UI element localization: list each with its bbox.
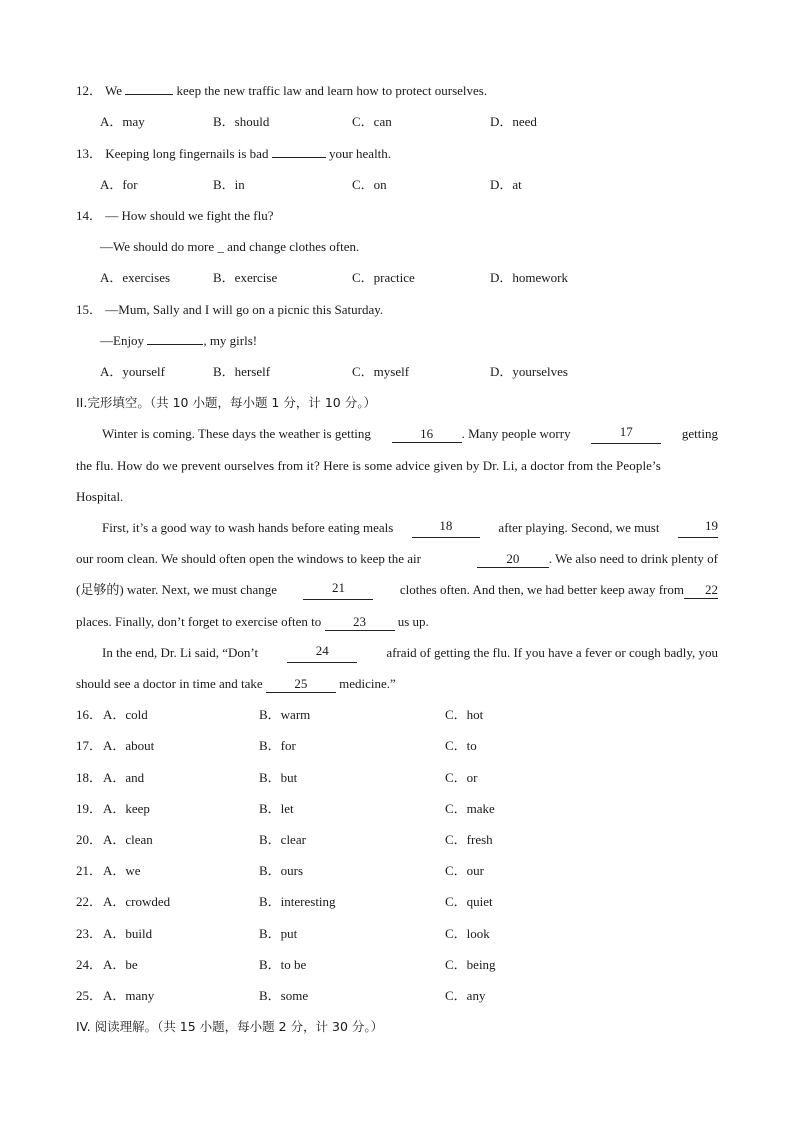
answer-blank: _ [217,239,224,254]
passage-text: after playing. Second, we must [498,520,660,535]
option-b: B．herself [213,364,271,379]
choice-number: 22． [76,894,103,909]
question-12-options [76,112,718,132]
blank-17: 17 [591,424,661,444]
passage-text: . We also need to drink plenty of [548,551,718,566]
passage-text: clothes often. And then, we had better keep away from [399,582,684,597]
question-text-post: your health. [328,146,392,161]
blank-22: 22 [684,582,718,599]
choice-row [76,861,718,881]
option-a: A．be [103,957,138,972]
question-number: 12． [76,83,103,98]
option-a: A．build [103,926,153,941]
question-14-options [76,268,718,288]
choice-number: 17． [76,738,103,753]
passage-text: Winter is coming. These days the weather is getting [102,426,371,441]
question-dialog-line-1: —Mum, Sally and I will go on a picnic this Saturday. [105,302,384,317]
option-c: C．any [445,988,486,1003]
blank-21: 21 [303,580,373,600]
passage-line [76,580,718,600]
option-a: A．clean [103,832,153,847]
option-c: C．make [445,801,495,816]
option-b: B．but [259,770,298,785]
choice-row [76,736,718,756]
option-c: C．on [352,177,387,192]
passage-text: getting [681,426,718,441]
choice-row [76,830,718,850]
passage-text: medicine.” [339,676,396,691]
option-a: A．and [103,770,145,785]
choice-row [76,955,718,975]
choice-number: 24． [76,957,103,972]
blank-19: 19 [678,518,718,538]
passage-line [76,487,718,507]
section-heading-cloze: II.完形填空。（共 10 小题，每小题 1 分，计 10 分。） [76,395,376,410]
passage-line [102,424,718,444]
option-b: B．let [259,801,294,816]
passage-line [76,456,718,476]
question-number: 15． [76,302,103,317]
answer-blank [272,157,326,158]
option-d: D．yourselves [490,364,568,379]
option-a: A．keep [103,801,150,816]
option-c: C．hot [445,707,484,722]
choice-row [76,799,718,819]
blank-24: 24 [287,643,357,663]
choice-number: 19． [76,801,103,816]
choice-row [76,986,718,1006]
choice-number: 18． [76,770,103,785]
blank-20: 20 [477,551,549,568]
option-d: D．at [490,177,522,192]
option-b: B．exercise [213,270,278,285]
passage-text: (足够的) water. Next, we must change [76,582,278,597]
passage-text: the flu. How do we prevent ourselves from it? Here is some advice given by Dr. Li, a doctor from the People’s [76,458,661,473]
option-a: A．yourself [100,364,165,379]
option-c: C．practice [352,270,415,285]
option-c: C．quiet [445,894,493,909]
option-a: A．cold [103,707,148,722]
passage-text: Hospital. [76,489,124,504]
option-a: A．many [103,988,155,1003]
option-a: A．about [103,738,155,753]
option-b: B．ours [259,863,304,878]
option-c: C．to [445,738,477,753]
choice-number: 25． [76,988,103,1003]
choice-number: 16． [76,707,103,722]
option-b: B．interesting [259,894,336,909]
question-13 [76,144,718,164]
passage-text: places. Finally, don’t forget to exercise often to [76,614,322,629]
blank-23: 23 [325,614,395,631]
question-15-options [76,362,718,382]
question-number: 14． [76,208,103,223]
question-dialog-line-2-post: and change clothes often. [227,239,360,254]
option-a: A．exercises [100,270,171,285]
option-c: C．fresh [445,832,493,847]
passage-text: us up. [397,614,429,629]
question-dialog-line-1: — How should we fight the flu? [105,208,274,223]
question-text-post: keep the new traffic law and learn how to protect ourselves. [176,83,488,98]
option-a: A．may [100,114,145,129]
choice-row [76,705,718,725]
option-d: D．need [490,114,537,129]
option-c: C．being [445,957,496,972]
option-c: C．myself [352,364,410,379]
question-dialog-line-2-post: , my girls! [203,333,258,348]
question-dialog-line-2: —We should do more [100,239,215,254]
option-b: B．some [259,988,309,1003]
choice-number: 20． [76,832,103,847]
question-15-dialog [100,331,718,351]
passage-line [76,674,718,694]
question-dialog-line-2: —Enjoy [100,333,145,348]
choice-number: 23． [76,926,103,941]
passage-text: First, it’s a good way to wash hands before eating meals [102,520,394,535]
passage-line [76,612,718,632]
option-b: B．should [213,114,270,129]
passage-text: our room clean. We should often open the windows to keep the air [76,551,421,566]
option-c: C．can [352,114,392,129]
option-c: C．or [445,770,478,785]
passage-text: . Many people worry [461,426,571,441]
blank-25: 25 [266,676,336,693]
option-b: B．in [213,177,245,192]
passage-text: afraid of getting the flu. If you have a fever or cough badly, you [386,645,718,660]
option-a: A．we [103,863,141,878]
option-b: B．to be [259,957,307,972]
passage-line [76,549,718,569]
passage-line [102,643,718,663]
option-b: B．clear [259,832,306,847]
blank-16: 16 [392,426,462,443]
choice-number: 21． [76,863,103,878]
option-b: B．for [259,738,296,753]
question-text-pre: We [105,83,123,98]
option-b: B．put [259,926,298,941]
option-c: C．our [445,863,485,878]
section-heading-reading: IV. 阅读理解。（共 15 小题，每小题 2 分，计 30 分。） [76,1019,384,1034]
option-a: A．for [100,177,138,192]
choice-row [76,768,718,788]
question-text-pre: Keeping long fingernails is bad [105,146,269,161]
answer-blank [147,344,203,345]
passage-line [102,518,718,538]
answer-blank [125,94,173,95]
option-c: C．look [445,926,490,941]
blank-18: 18 [412,518,480,538]
question-14-dialog [100,237,718,257]
question-12 [76,81,718,101]
option-d: D．homework [490,270,568,285]
passage-text: In the end, Dr. Li said, “Don’t [102,645,259,660]
choice-row [76,892,718,912]
question-13-options [76,175,718,195]
passage-text: should see a doctor in time and take [76,676,263,691]
question-number: 13． [76,146,103,161]
question-14 [76,206,718,226]
question-15 [76,300,718,320]
choice-row [76,924,718,944]
option-b: B．warm [259,707,311,722]
option-a: A．crowded [103,894,171,909]
